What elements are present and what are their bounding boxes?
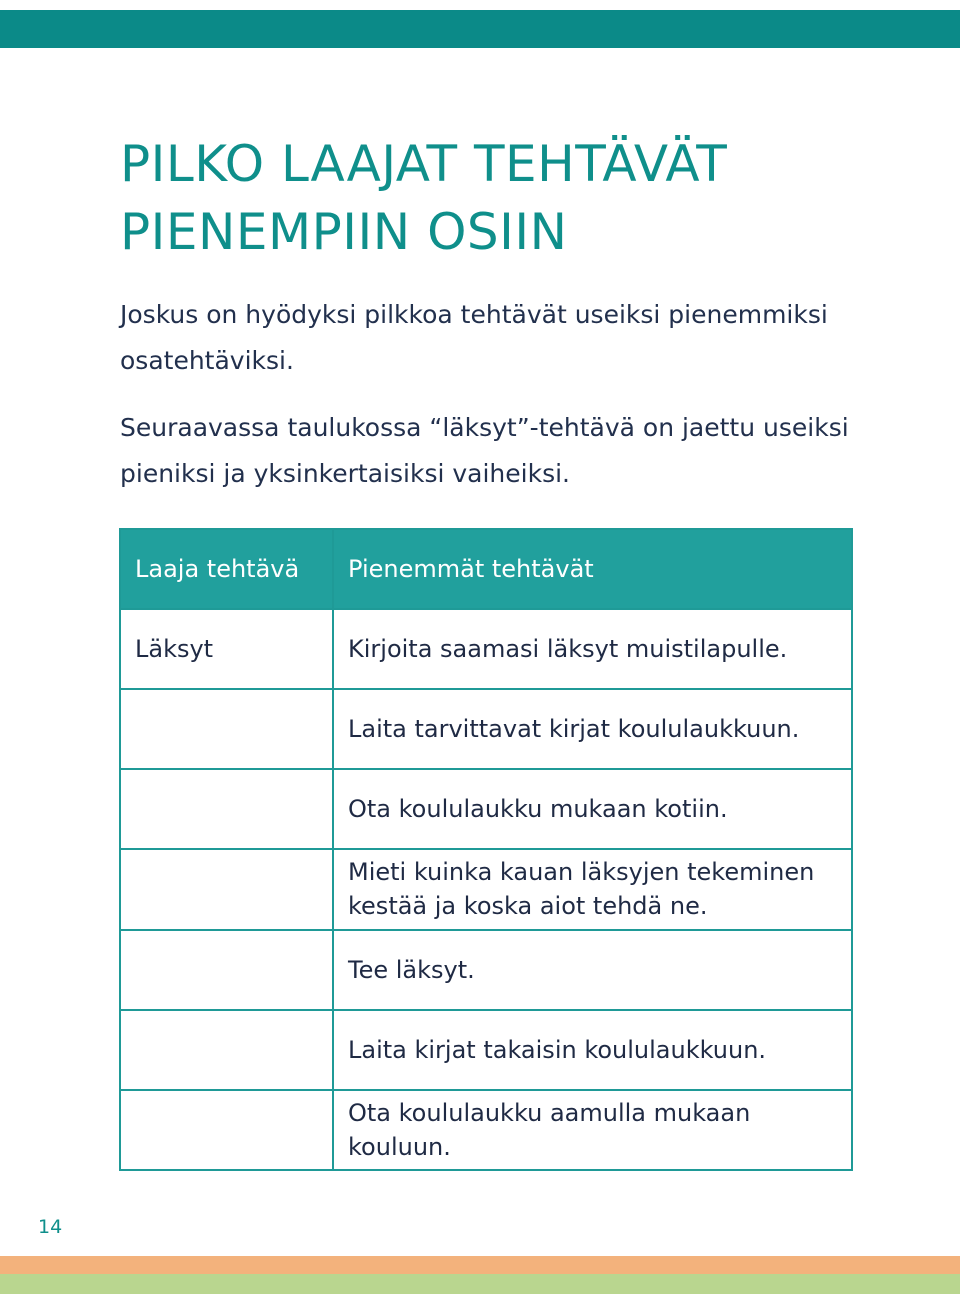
table-row	[120, 769, 852, 849]
table-intro-paragraph: Seuraavassa taulukossa “läksyt”-tehtävä on jaettu useiksi pieniksi ja yksinkertaisiksi vaiheiksi.	[120, 413, 849, 488]
top-color-bar	[0, 10, 960, 48]
intro-paragraph: Joskus on hyödyksi pilkkoa tehtävät useiksi pienemmiksi osatehtäviksi.	[120, 300, 828, 375]
page-title	[120, 130, 727, 266]
subtask-cell: Mieti kuinka kauan läksyjen tekeminen kestää ja koska aiot tehdä ne.	[333, 849, 852, 929]
subtask-cell: Laita kirjat takaisin koululaukkuun.	[333, 1010, 852, 1090]
title-line-1: PILKO LAAJAT TEHTÄVÄT	[120, 135, 728, 193]
broad-task-cell	[120, 849, 333, 929]
broad-task-cell	[120, 689, 333, 769]
title-line-2: PIENEMPIIN OSIIN	[120, 203, 568, 261]
subtask-cell: Tee läksyt.	[333, 930, 852, 1010]
page-number: 14	[38, 1216, 63, 1238]
table-row	[120, 1010, 852, 1090]
broad-task-cell	[120, 1010, 333, 1090]
subtask-cell: Ota koululaukku aamulla mukaan kouluun.	[333, 1090, 852, 1170]
broad-task-cell	[120, 769, 333, 849]
table-header-row	[120, 529, 852, 609]
bottom-green-bar	[0, 1274, 960, 1294]
table-row	[120, 930, 852, 1010]
header-smaller-tasks: Pienemmät tehtävät	[333, 529, 852, 609]
subtask-cell: Laita tarvittavat kirjat koululaukkuun.	[333, 689, 852, 769]
subtask-cell: Kirjoita saamasi läksyt muistilapulle.	[333, 609, 852, 689]
subtask-cell: Ota koululaukku mukaan kotiin.	[333, 769, 852, 849]
bottom-orange-bar	[0, 1256, 960, 1274]
broad-task-cell	[120, 930, 333, 1010]
broad-task-cell	[120, 1090, 333, 1170]
broad-task-cell: Läksyt	[120, 609, 333, 689]
table-row	[120, 689, 852, 769]
header-broad-task: Laaja tehtävä	[120, 529, 333, 609]
table-row	[120, 609, 852, 689]
task-breakdown-table	[119, 528, 851, 1171]
table-row	[120, 1090, 852, 1170]
table-row	[120, 849, 852, 929]
